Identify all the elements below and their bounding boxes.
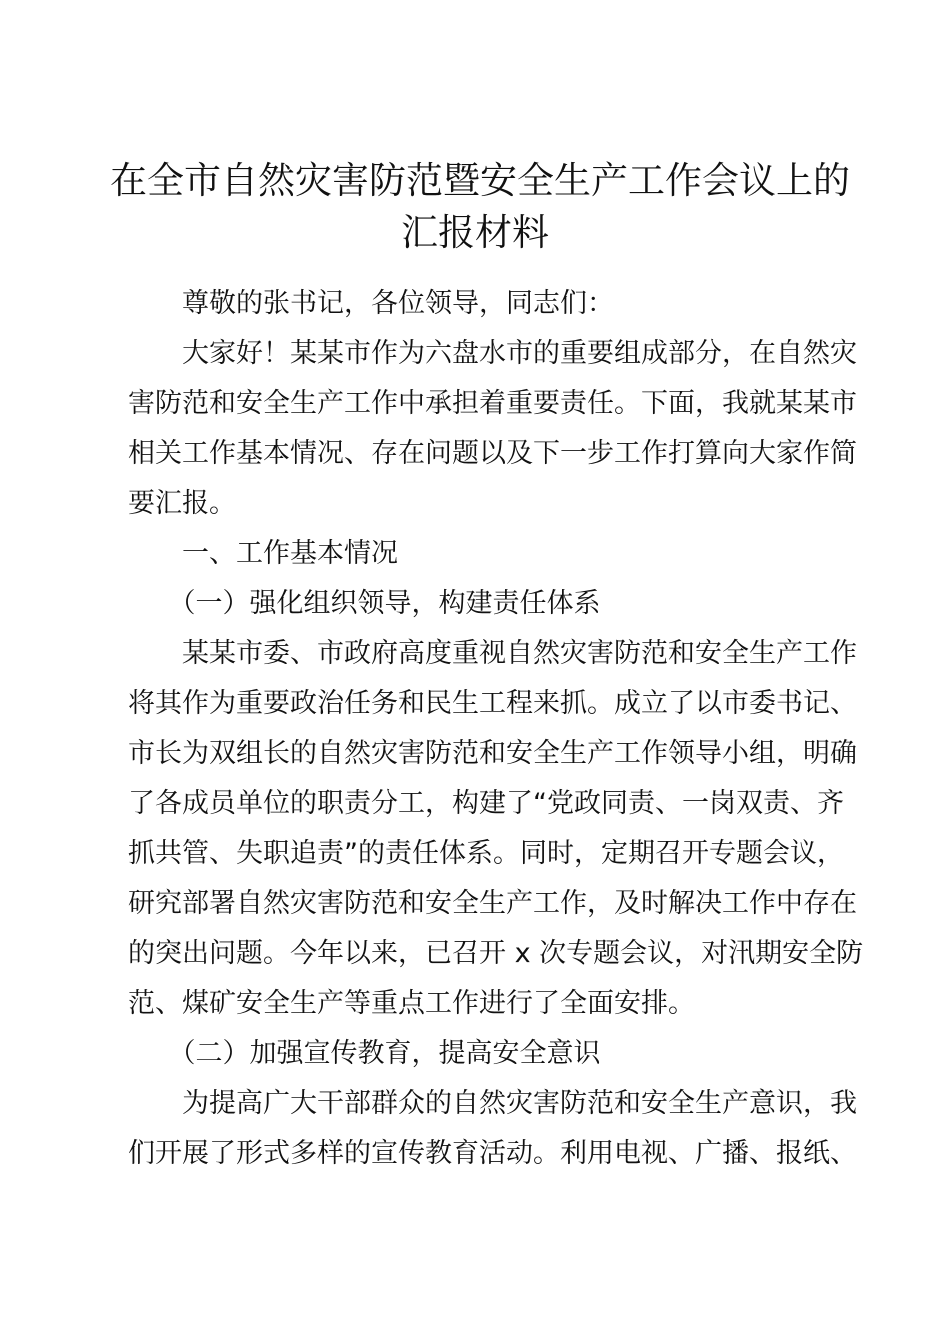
subsection-heading: （二）加强宣传教育，提高安全意识 [128,1038,601,1069]
paragraph-line: 相关工作基本情况、存在问题以及下一步工作打算向大家作简 [128,438,857,469]
paragraph-line: 要汇报。 [128,488,236,519]
paragraph-line: 们开展了形式多样的宣传教育活动。利用电视、广播、报纸、 [128,1138,857,1169]
paragraph-line: 范、煤矿安全生产等重点工作进行了全面安排。 [128,988,695,1019]
paragraph-line: 市长为双组长的自然灾害防范和安全生产工作领导小组，明确 [128,738,857,769]
paragraph-line: 大家好！某某市作为六盘水市的重要组成部分，在自然灾 [128,338,857,369]
paragraph-line: 为提高广大干部群众的自然灾害防范和安全生产意识，我 [128,1088,857,1119]
paragraph-line: 害防范和安全生产工作中承担着重要责任。下面，我就某某市 [128,388,857,419]
paragraph-line: 的突出问题。今年以来，已召开 x 次专题会议，对汛期安全防 [128,938,864,969]
paragraph-line: 抓共管、失职追责”的责任体系。同时，定期召开专题会议， [128,838,844,869]
document-title-line2: 汇报材料 [401,211,549,254]
paragraph-line: 某某市委、市政府高度重视自然灾害防范和安全生产工作 [128,638,857,669]
salutation: 尊敬的张书记，各位领导，同志们： [128,288,614,319]
section-heading: 一、工作基本情况 [128,538,398,569]
paragraph-line: 了各成员单位的职责分工，构建了“党政同责、一岗双责、齐 [128,788,844,819]
document-title-line1: 在全市自然灾害防范暨安全生产工作会议上的 [110,159,850,202]
subsection-heading: （一）强化组织领导，构建责任体系 [128,588,601,619]
paragraph-line: 将其作为重要政治任务和民生工程来抓。成立了以市委书记、 [128,688,857,719]
paragraph-line: 研究部署自然灾害防范和安全生产工作，及时解决工作中存在 [128,888,857,919]
